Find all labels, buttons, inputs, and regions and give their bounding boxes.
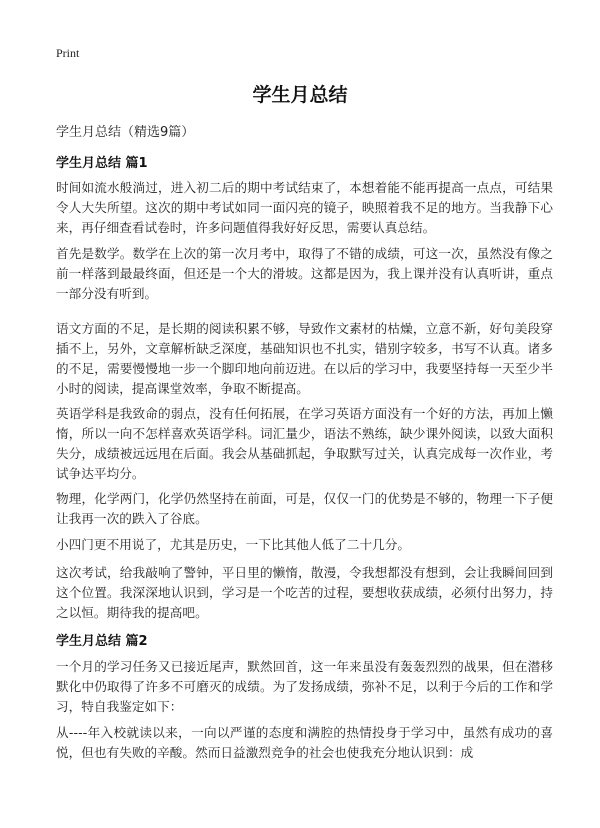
document-subtitle: 学生月总结（精选9篇） xyxy=(56,125,195,140)
paragraph: 语文方面的不足，是长期的阅读积累不够，导致作文素材的枯燥，立意不新，好句美段穿插不上，另外，文章解析缺乏深度，基础知识也不扎实，错别字较多，书写不认真。诸多的不足，需要慢慢地一步一个脚印地向前迈进。在以后的学习中，我要坚持每一天至少半小时的阅读，提高课堂效率，争取不断提高。 xyxy=(56,321,553,396)
paragraph: 小四门更不用说了，尤其是历史，一下比其他人低了二十几分。 xyxy=(56,537,411,552)
paragraph: 首先是数学。数学在上次的第一次月考中，取得了不错的成绩，可这一次，虽然没有像之前一样落到最最终面，但还是一个大的滑坡。这都是因为，我上课并没有认真听讲，重点一部分没有听到。 xyxy=(56,246,553,301)
section-heading: 学生月总结 篇1 xyxy=(56,156,148,171)
paragraph: 物理，化学两门，化学仍然坚持在前面，可是，仅仅一门的优势是不够的，物理一下子便让我再一次的跌入了谷底。 xyxy=(56,491,553,526)
paragraph: 一个月的学习任务又已接近尾声，默然回首，这一年来虽没有轰轰烈烈的战果，但在潜移默化中仍取得了许多不可磨灭的成绩。为了发扬成绩，弥补不足，以利于今后的工作和学习，特自我鉴定如下： xyxy=(56,659,553,714)
paragraph: 时间如流水般淌过，进入初二后的期中考试结束了，本想着能不能再提高一点点，可结果令人大失所望。这次的期中考试如同一面闪亮的镜子，映照着我不足的地方。当我静下心来，再仔细查看试卷时，许多问题值得我好好反思，需要认真总结。 xyxy=(56,180,553,235)
section-heading: 学生月总结 篇2 xyxy=(56,634,148,649)
print-link[interactable]: Print xyxy=(56,46,80,60)
paragraph: 从----年入校就读以来，一向以严谨的态度和满腔的热情投身于学习中，虽然有成功的喜悦，但也有失败的辛酸。然而日益激烈竞争的社会也使我充分地认识到：成 xyxy=(56,725,553,760)
paragraph: 这次考试，给我敲响了警钟，平日里的懒惰，散漫，令我想都没有想到，会让我瞬间回到这个位置。我深深地认识到，学习是一个吃苦的过程，要想收获成绩，必须付出努力，持之以恒。期待我的提高吧。 xyxy=(56,565,553,620)
page-title: 学生月总结 xyxy=(252,84,348,106)
paragraph: 英语学科是我致命的弱点，没有任何拓展，在学习英语方面没有一个好的方法，再加上懒惰，所以一向不怎样喜欢英语学科。词汇量少，语法不熟练，缺少课外阅读，以致大面积失分，成绩被远远甩在后面。我会从基础抓起，争取默写过关，认真完成每一次作业，考试争达平均分。 xyxy=(56,406,553,481)
